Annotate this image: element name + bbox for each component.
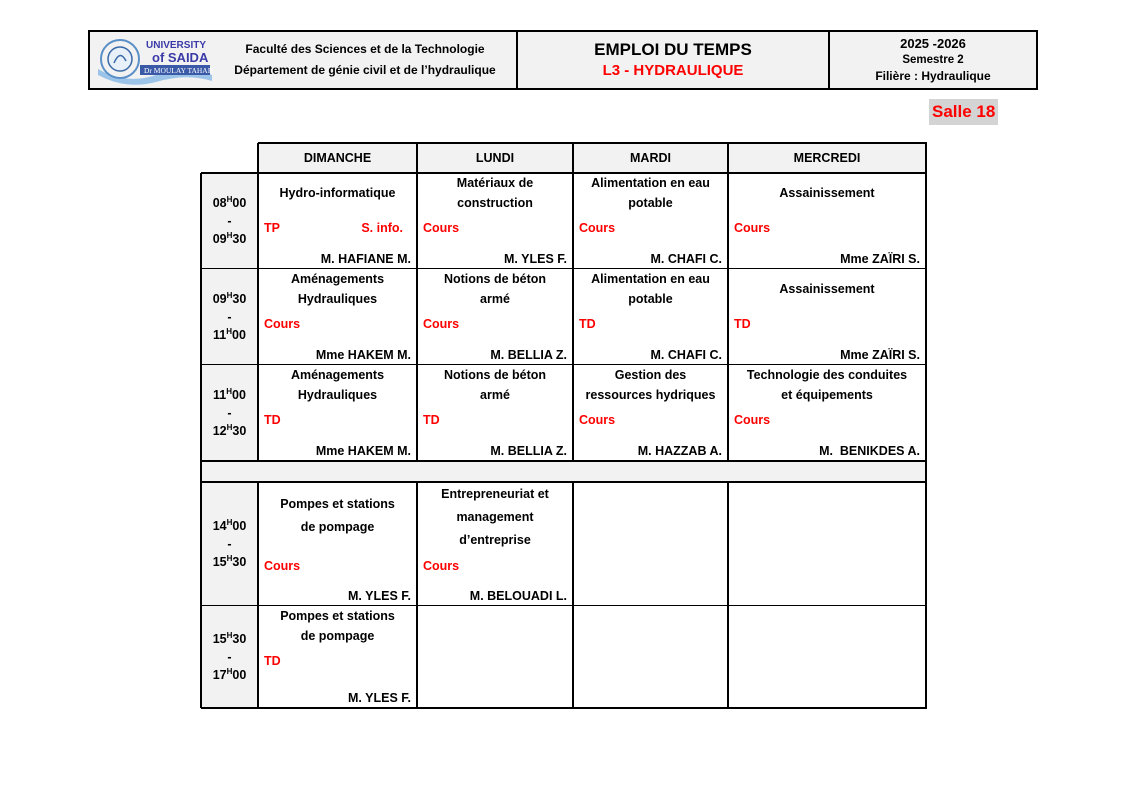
course-title: armé: [480, 388, 510, 402]
course-slot: [417, 482, 573, 606]
session-type: Cours: [579, 413, 616, 427]
time-start: $08^H00$: [212, 194, 247, 210]
svg-text:Dr MOULAY TAHAR: Dr MOULAY TAHAR: [144, 66, 213, 75]
lunch-break-row: [201, 461, 926, 482]
grid-line: [201, 268, 927, 269]
course-title: Hydrauliques: [297, 292, 378, 306]
grid-line: [572, 143, 574, 173]
grid-line: [201, 460, 927, 462]
time-slot-label: [201, 482, 258, 606]
grid-line: [257, 482, 259, 708]
grid-line: [201, 605, 927, 606]
course-slot: [573, 365, 728, 461]
course-title: Alimentation en eau: [591, 176, 710, 190]
teacher-name: M. HAZZAB A.: [637, 444, 722, 458]
session-type: TP: [264, 221, 280, 235]
header-meta: [830, 32, 1036, 88]
course-title: de pompage: [300, 629, 375, 643]
course-slot: [417, 173, 573, 269]
course-slot: [258, 365, 417, 461]
course-title: management: [456, 510, 534, 524]
header-title-block: [518, 32, 830, 88]
course-slot: [573, 173, 728, 269]
teacher-name: M. BENIKDES A.: [819, 444, 920, 458]
teacher-name: M. YLES F.: [348, 589, 411, 603]
course-slot: [728, 365, 926, 461]
course-slot: [573, 269, 728, 365]
day-header-dimanche: DIMANCHE: [258, 143, 417, 173]
course-title: potable: [628, 196, 673, 210]
svg-text:of SAIDA: of SAIDA: [152, 50, 209, 65]
time-separator: -: [227, 406, 232, 420]
grid-line: [572, 173, 574, 461]
course-title: Notions de béton: [443, 272, 547, 286]
time-slot-label: [201, 365, 258, 461]
day-header-lundi: LUNDI: [417, 143, 573, 173]
time-start: $09^H30$: [212, 290, 247, 306]
teacher-name: M. BELLIA Z.: [490, 444, 567, 458]
time-start: $11^H00$: [213, 386, 246, 402]
time-separator: -: [227, 310, 232, 324]
grid-line: [727, 482, 729, 708]
teacher-name: M. BELOUADI L.: [469, 589, 567, 603]
teacher-name: M. HAFIANE M.: [320, 252, 411, 266]
teacher-name: Mme HAKEM M.: [315, 348, 411, 362]
svg-text:UNIVERSITY: UNIVERSITY: [146, 40, 207, 51]
course-title: armé: [480, 292, 510, 306]
grid-line: [201, 707, 927, 709]
empty-slot: [417, 606, 573, 708]
course-title: Notions de béton: [443, 368, 547, 382]
department-name: Département de génie civil et de l’hydraulique: [234, 63, 496, 77]
semester: Semestre 2: [902, 54, 964, 66]
grid-line: [416, 482, 418, 708]
course-title: de pompage: [300, 520, 375, 534]
day-header-mardi: MARDI: [573, 143, 728, 173]
grid-line: [572, 482, 574, 708]
course-title: d’entreprise: [459, 533, 531, 547]
teacher-name: Mme ZAÏRI S.: [840, 252, 920, 266]
course-title: Aménagements: [290, 368, 385, 382]
time-start: $14^H00$: [212, 517, 247, 533]
session-type: Cours: [423, 559, 460, 573]
session-type: Cours: [734, 221, 771, 235]
course-title: Hydro-informatique: [279, 186, 396, 200]
time-start: $15^H30$: [212, 630, 247, 646]
course-title: Entrepreneuriat et: [441, 487, 549, 501]
course-slot: [258, 269, 417, 365]
time-separator: -: [227, 537, 232, 551]
session-type: TD: [264, 654, 281, 668]
time-end: $15^H30$: [212, 553, 247, 569]
course-title: ressources hydriques: [585, 388, 716, 402]
course-slot: [417, 365, 573, 461]
faculty-name: Faculté des Sciences et de la Technologie: [245, 42, 485, 56]
session-type: Cours: [579, 221, 616, 235]
time-end: $11^H00$: [213, 326, 246, 342]
time-slot-label: [201, 606, 258, 708]
course-title: Pompes et stations: [280, 609, 395, 623]
session-type: TD: [734, 317, 751, 331]
time-slot-label: [201, 173, 258, 269]
time-end: $17^H00$: [212, 666, 247, 682]
grid-line: [257, 173, 259, 461]
session-type: TD: [264, 413, 281, 427]
teacher-name: Mme HAKEM M.: [315, 444, 411, 458]
grid-line: [257, 143, 259, 173]
session-type: Cours: [264, 559, 301, 573]
teacher-name: M. BELLIA Z.: [490, 348, 567, 362]
grid-line: [201, 481, 927, 483]
session-type: TD: [423, 413, 440, 427]
course-title: Aménagements: [290, 272, 385, 286]
course-slot: [258, 173, 417, 269]
grid-line: [416, 143, 418, 173]
grid-line: [727, 173, 729, 461]
time-end: $12^H30$: [212, 422, 247, 438]
grid-line: [925, 173, 927, 708]
course-title: Hydrauliques: [297, 388, 378, 402]
teacher-name: M. YLES F.: [348, 691, 411, 705]
time-slot-label: [201, 269, 258, 365]
course-title: Gestion des: [614, 368, 687, 382]
university-logo: [96, 35, 214, 85]
grid-line: [925, 143, 927, 173]
course-title: construction: [457, 196, 533, 210]
session-type: Cours: [423, 221, 460, 235]
session-type: TD: [579, 317, 596, 331]
faculty-info: [214, 39, 516, 81]
course-slot: [728, 269, 926, 365]
course-title: Pompes et stations: [280, 497, 395, 511]
empty-slot: [728, 482, 926, 606]
session-type: Cours: [734, 413, 771, 427]
grid-line: [258, 142, 927, 144]
teacher-name: M. CHAFI C.: [650, 252, 722, 266]
academic-year: 2025 -2026: [900, 36, 966, 51]
time-separator: -: [227, 650, 232, 664]
grid-line: [416, 173, 418, 461]
empty-slot: [573, 606, 728, 708]
teacher-name: M. YLES F.: [504, 252, 567, 266]
course-slot: [258, 606, 417, 708]
teacher-name: M. CHAFI C.: [650, 348, 722, 362]
time-separator: -: [227, 214, 232, 228]
day-header-mercredi: MERCREDI: [728, 143, 926, 173]
empty-slot: [728, 606, 926, 708]
header-institution: [90, 32, 518, 88]
grid-line: [200, 173, 202, 708]
course-title: Matériaux de: [456, 176, 534, 190]
course-slot: [417, 269, 573, 365]
filiere: Filière : Hydraulique: [875, 69, 991, 83]
course-title: potable: [628, 292, 673, 306]
session-type: Cours: [264, 317, 301, 331]
grid-line: [727, 143, 729, 173]
grid-line: [201, 364, 927, 365]
page-subtitle: L3 - HYDRAULIQUE: [602, 62, 744, 79]
time-end: $09^H30$: [212, 230, 247, 246]
room-label: Salle 18: [929, 99, 998, 125]
session-room: S. info.: [361, 221, 403, 235]
session-type: Cours: [423, 317, 460, 331]
grid-line: [201, 172, 927, 174]
empty-slot: [573, 482, 728, 606]
course-slot: [258, 482, 417, 606]
course-title: Technologie des conduites: [746, 368, 908, 382]
course-title: et équipements: [781, 388, 873, 402]
course-title: Assainissement: [779, 282, 875, 296]
page-title: EMPLOI DU TEMPS: [594, 40, 752, 59]
course-slot: [728, 173, 926, 269]
course-title: Assainissement: [779, 186, 875, 200]
header-banner: [88, 30, 1038, 90]
teacher-name: Mme ZAÏRI S.: [840, 348, 920, 362]
course-title: Alimentation en eau: [591, 272, 710, 286]
